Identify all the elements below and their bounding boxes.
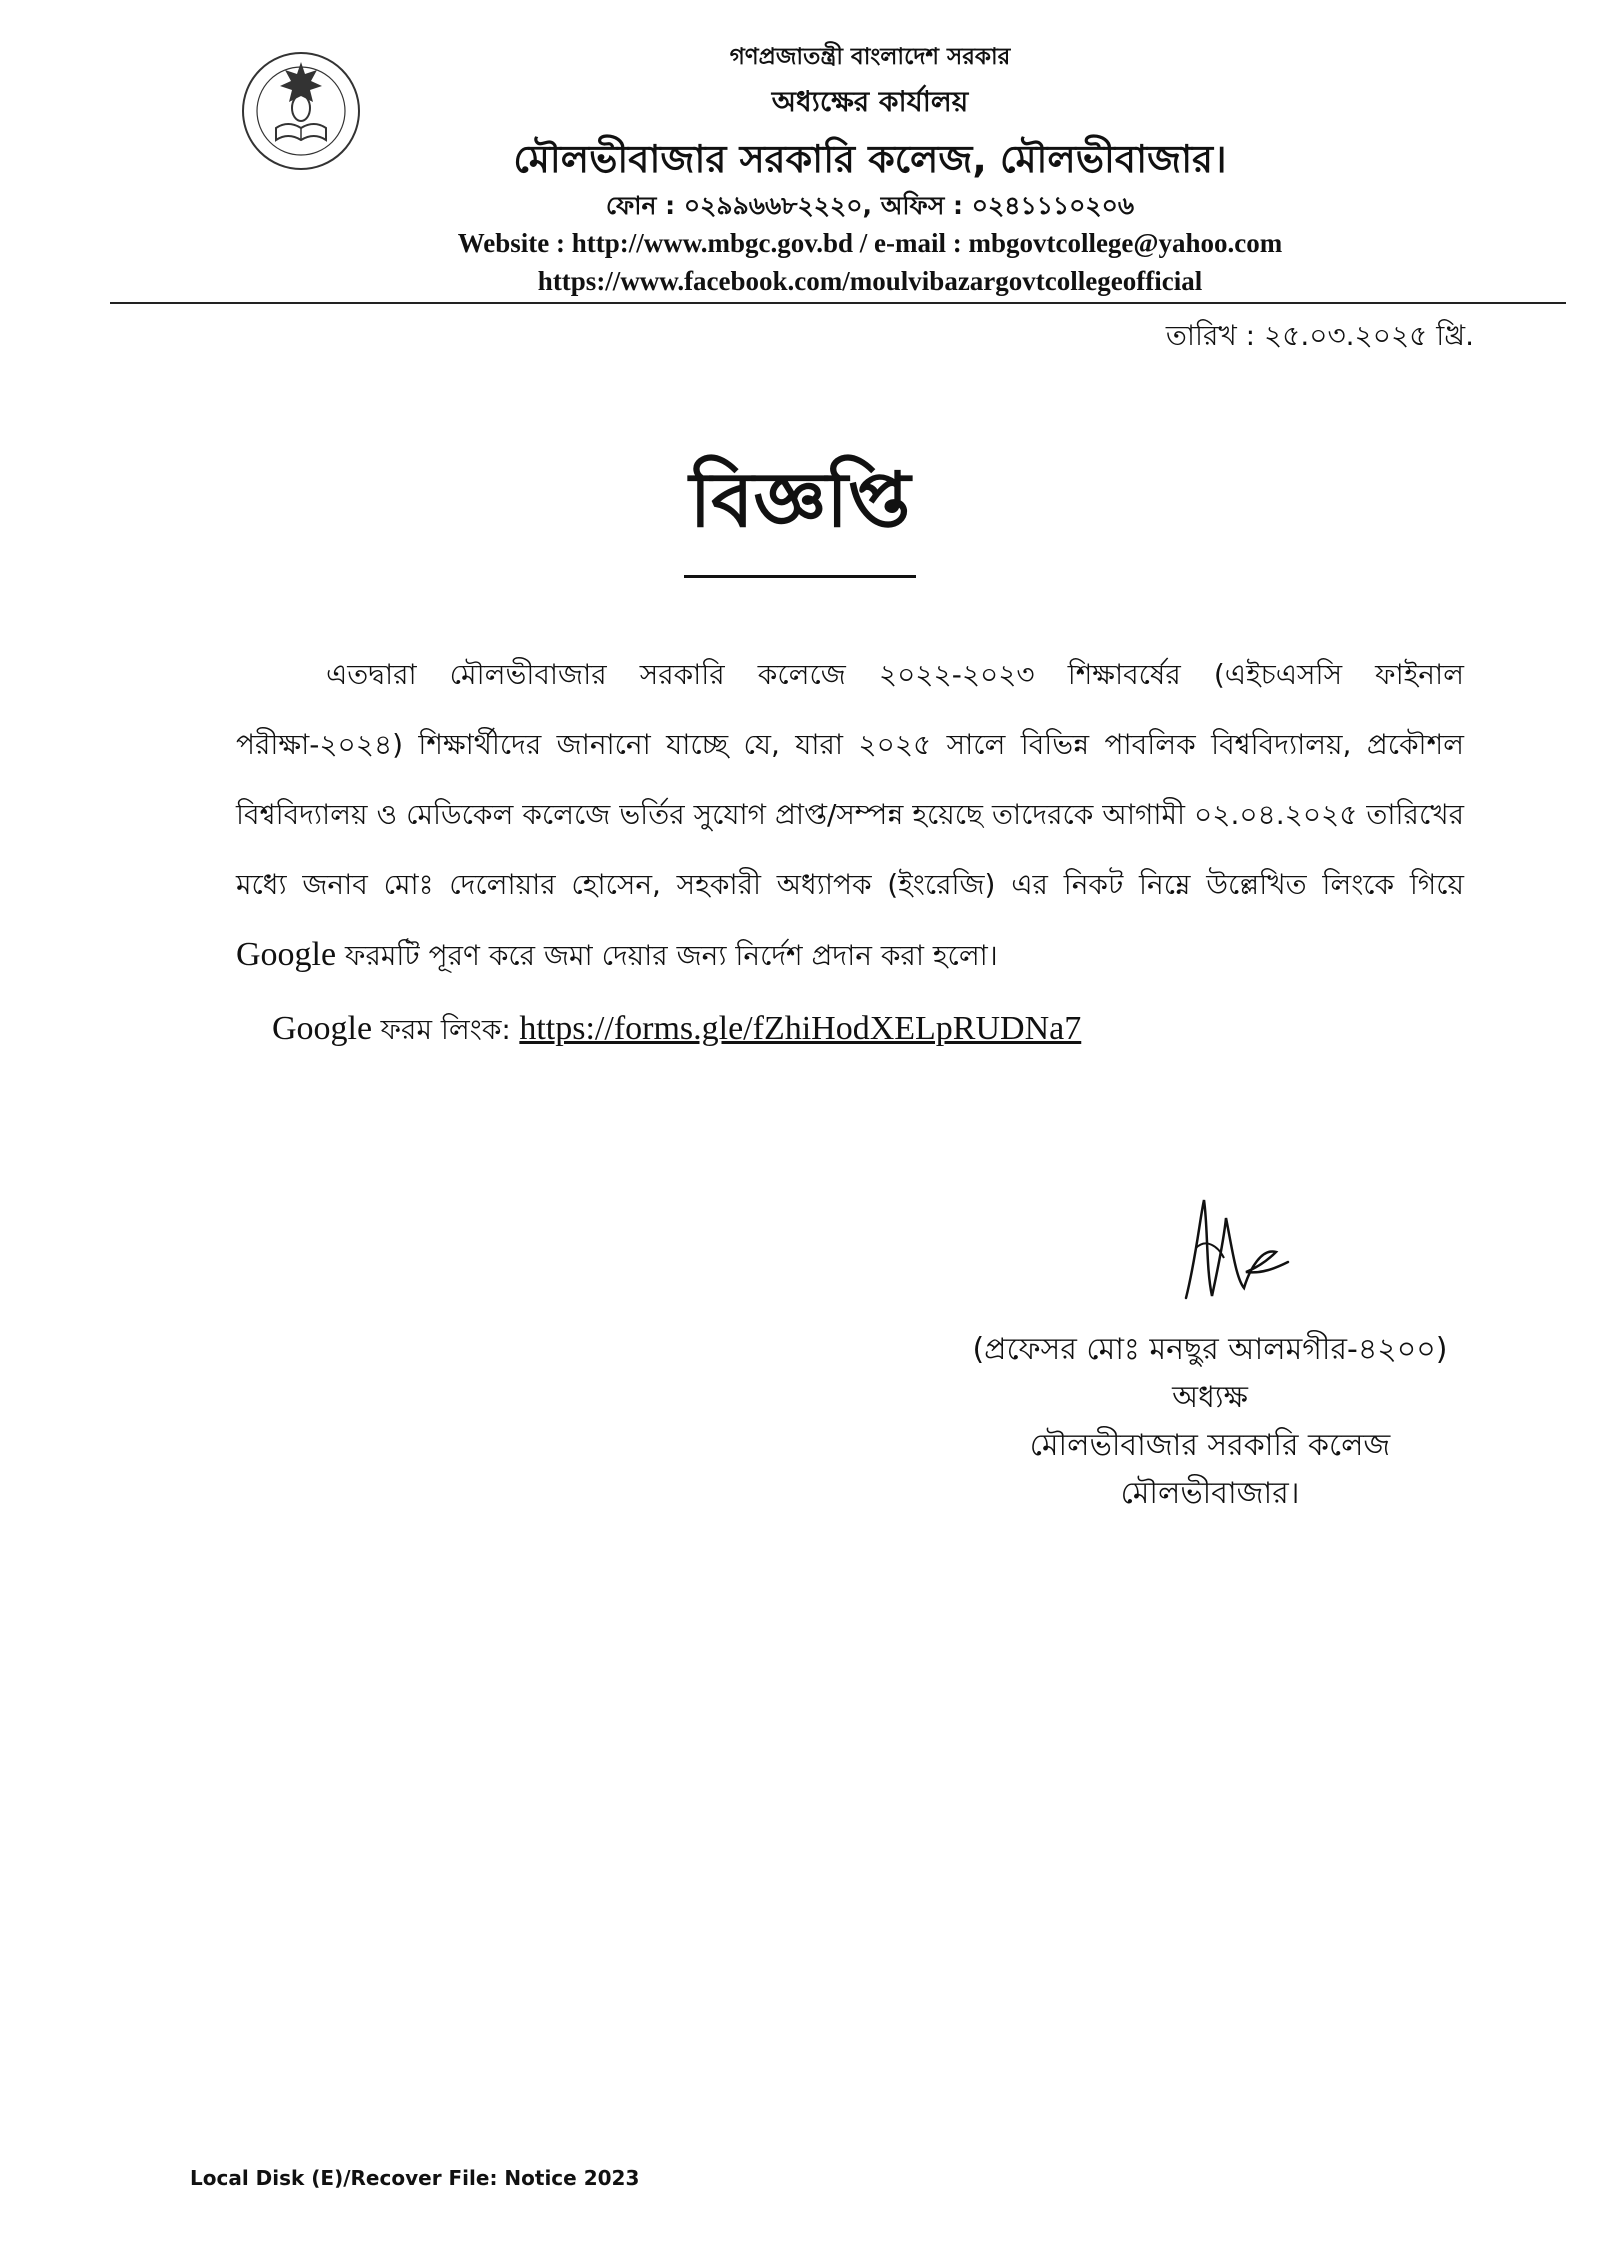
file-path-footer: Local Disk (E)/Recover File: Notice 2023 xyxy=(190,2166,640,2190)
body-text-part2: ফরমটি পূরণ করে জমা দেয়ার জন্য নির্দেশ প্রদান করা হলো। xyxy=(345,939,998,972)
office-name: অধ্যক্ষের কার্যালয় xyxy=(771,85,969,118)
link-google-word: Google xyxy=(272,1010,373,1047)
notice-body xyxy=(236,640,1464,991)
notice-title xyxy=(0,442,1600,578)
government-name: গণপ্রজাতন্ত্রী বাংলাদেশ সরকার xyxy=(729,44,1011,70)
college-name: মৌলভীবাজার সরকারি কলেজ, মৌলভীবাজার। xyxy=(513,137,1227,181)
notice-date: তারিখ : ২৫.০৩.২০২৫ খ্রি. xyxy=(1165,319,1474,352)
notice-title-text: বিজ্ঞপ্তি xyxy=(684,442,917,578)
signatory-block xyxy=(930,1326,1490,1518)
body-google-word: Google xyxy=(236,936,337,973)
link-label: ফরম লিংক: xyxy=(380,1013,511,1046)
facebook-url: https://www.facebook.com/moulvibazargovtcollegeofficial xyxy=(537,266,1203,296)
google-form-url[interactable]: https://forms.gle/fZhiHodXELpRUDNa7 xyxy=(519,1010,1082,1047)
phone-numbers: ফোন : ০২৯৯৬৬৮২২২০, অফিস : ০২৪১১১০২০৬ xyxy=(605,191,1135,220)
signatory-designation: অধ্যক্ষ xyxy=(1172,1380,1248,1415)
signatory-college: মৌলভীবাজার সরকারি কলেজ xyxy=(1029,1428,1391,1463)
website-email: Website : http://www.mbgc.gov.bd / e-mail : mbgovtcollege@yahoo.com xyxy=(457,228,1283,258)
body-text-part1: এতদ্বারা মৌলভীবাজার সরকারি কলেজে ২০২২-২০২৩ শিক্ষাবর্ষের (এইচএসসি ফাইনাল পরীক্ষা-২০২৪) শিক্ষার্থীদের জানানো যাচ্ছে যে, যারা ২০২৫ সালে বিভিন্ন পাবলিক বিশ্ববিদ্যালয়, প্রকৌশল বিশ্ববিদ্যালয় ও মেডিকেল কলেজে ভর্তির সুযোগ প্রাপ্ত/সম্পন্ন হয়েছে তাদেরকে আগামী ০২.০৪.২০২৫ তারিখের মধ্যে জনাব মোঃ দেলোয়ার হোসেন, সহকারী অধ্যাপক (ইংরেজি) এর নিকট নিম্নে উল্লেখিত লিংকে গিয়ে xyxy=(236,658,1464,901)
principal-signature xyxy=(1166,1188,1296,1318)
google-form-link-line xyxy=(272,1008,1081,1055)
signatory-city: মৌলভীবাজার। xyxy=(1120,1476,1300,1511)
header-divider xyxy=(110,302,1566,304)
signatory-name: (প্রফেসর মোঃ মনছুর আলমগীর-৪২০০) xyxy=(972,1332,1448,1367)
